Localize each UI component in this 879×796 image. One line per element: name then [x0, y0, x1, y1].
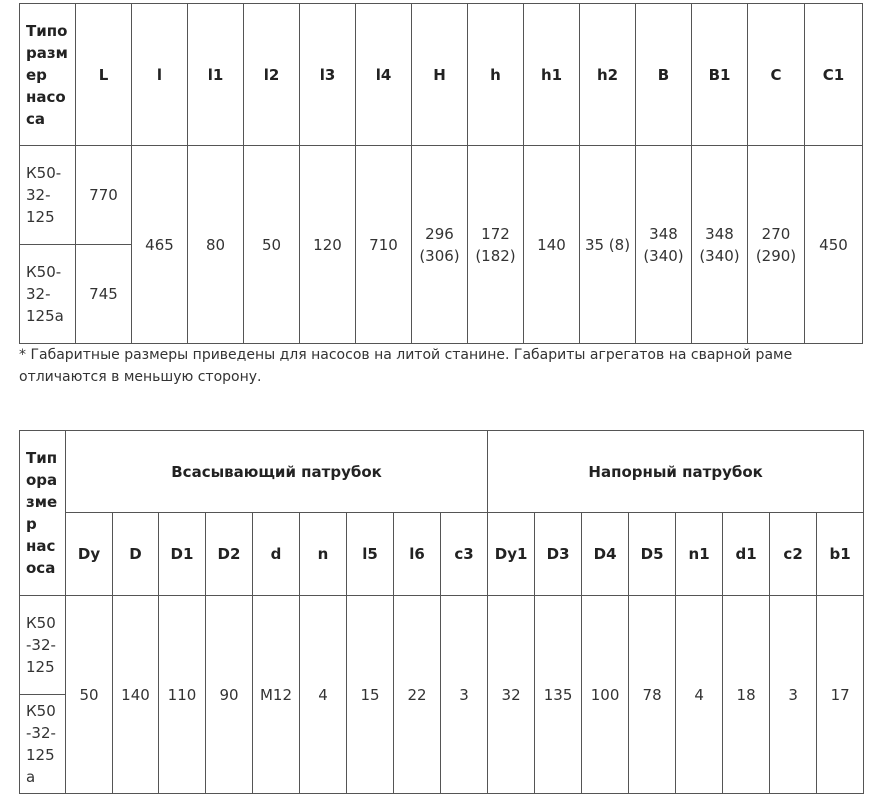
table-row — [20, 146, 863, 245]
value-cell-B: 348 (340) — [636, 146, 692, 344]
table-subheader-row — [20, 513, 864, 596]
value-cell-l6: 22 — [394, 596, 441, 794]
column-header-B: B — [636, 4, 692, 146]
model-cell: К50 -32- 125 — [20, 596, 66, 695]
column-header-l2: l2 — [244, 4, 300, 146]
value-cell-n: 4 — [300, 596, 347, 794]
table-row — [20, 596, 864, 695]
value-cell-n1: 4 — [676, 596, 723, 794]
pressure-pipe-header: Напорный патрубок — [488, 431, 864, 513]
value-cell-D1: 110 — [159, 596, 206, 794]
column-header-D1: D1 — [159, 513, 206, 596]
column-header-h2: h2 — [580, 4, 636, 146]
column-header-l6: l6 — [394, 513, 441, 596]
value-cell-b1: 17 — [817, 596, 864, 794]
column-header-type: Типо разм ер насо са — [20, 4, 76, 146]
value-cell-L: 745 — [76, 245, 132, 344]
column-header-b1: b1 — [817, 513, 864, 596]
column-header-h: h — [468, 4, 524, 146]
model-cell: К50- 32- 125 — [20, 146, 76, 245]
value-cell-D3: 135 — [535, 596, 582, 794]
model-cell: К50- 32- 125а — [20, 245, 76, 344]
value-cell-Dy1: 32 — [488, 596, 535, 794]
value-cell-c2: 3 — [770, 596, 817, 794]
value-cell-l1: 80 — [188, 146, 244, 344]
column-header-l3: l3 — [300, 4, 356, 146]
column-header-D3: D3 — [535, 513, 582, 596]
column-header-C: C — [748, 4, 805, 146]
column-header-l5: l5 — [347, 513, 394, 596]
column-header-c2: c2 — [770, 513, 817, 596]
value-cell-L: 770 — [76, 146, 132, 245]
model-cell: К50 -32- 125 а — [20, 695, 66, 794]
value-cell-D5: 78 — [629, 596, 676, 794]
column-header-Dy1: Dy1 — [488, 513, 535, 596]
column-header-Dy: Dy — [66, 513, 113, 596]
column-header-B1: B1 — [692, 4, 748, 146]
value-cell-h2: 35 (8) — [580, 146, 636, 344]
value-cell-l: 465 — [132, 146, 188, 344]
value-cell-l4: 710 — [356, 146, 412, 344]
pump-dimensions-table — [19, 3, 863, 344]
column-header-D: D — [113, 513, 159, 596]
footnote: * Габаритные размеры приведены для насосов на литой станине. Габариты агрегатов на сварной раме отличаются в меньшую сторону. — [19, 347, 793, 385]
table-group-header-row — [20, 431, 864, 513]
column-header-l1: l1 — [188, 4, 244, 146]
column-header-D5: D5 — [629, 513, 676, 596]
column-header-l4: l4 — [356, 4, 412, 146]
value-cell-D4: 100 — [582, 596, 629, 794]
column-header-h1: h1 — [524, 4, 580, 146]
value-cell-B1: 348 (340) — [692, 146, 748, 344]
value-cell-d: M12 — [253, 596, 300, 794]
column-header-H: H — [412, 4, 468, 146]
column-header-D4: D4 — [582, 513, 629, 596]
column-header-n1: n1 — [676, 513, 723, 596]
column-header-d1: d1 — [723, 513, 770, 596]
value-cell-D2: 90 — [206, 596, 253, 794]
value-cell-d1: 18 — [723, 596, 770, 794]
value-cell-l3: 120 — [300, 146, 356, 344]
column-header-D2: D2 — [206, 513, 253, 596]
value-cell-C1: 450 — [805, 146, 863, 344]
column-header-l: l — [132, 4, 188, 146]
value-cell-h: 172 (182) — [468, 146, 524, 344]
value-cell-H: 296 (306) — [412, 146, 468, 344]
column-header-c3: c3 — [441, 513, 488, 596]
table-header-row — [20, 4, 863, 146]
column-header-type: Тип ора зме р нас оса — [20, 431, 66, 596]
column-header-L: L — [76, 4, 132, 146]
value-cell-D: 140 — [113, 596, 159, 794]
column-header-n: n — [300, 513, 347, 596]
value-cell-Dy: 50 — [66, 596, 113, 794]
value-cell-c3: 3 — [441, 596, 488, 794]
column-header-d: d — [253, 513, 300, 596]
flange-dimensions-table — [19, 430, 864, 794]
value-cell-C: 270 (290) — [748, 146, 805, 344]
value-cell-h1: 140 — [524, 146, 580, 344]
column-header-C1: C1 — [805, 4, 863, 146]
suction-pipe-header: Всасывающий патрубок — [66, 431, 488, 513]
value-cell-l2: 50 — [244, 146, 300, 344]
value-cell-l5: 15 — [347, 596, 394, 794]
